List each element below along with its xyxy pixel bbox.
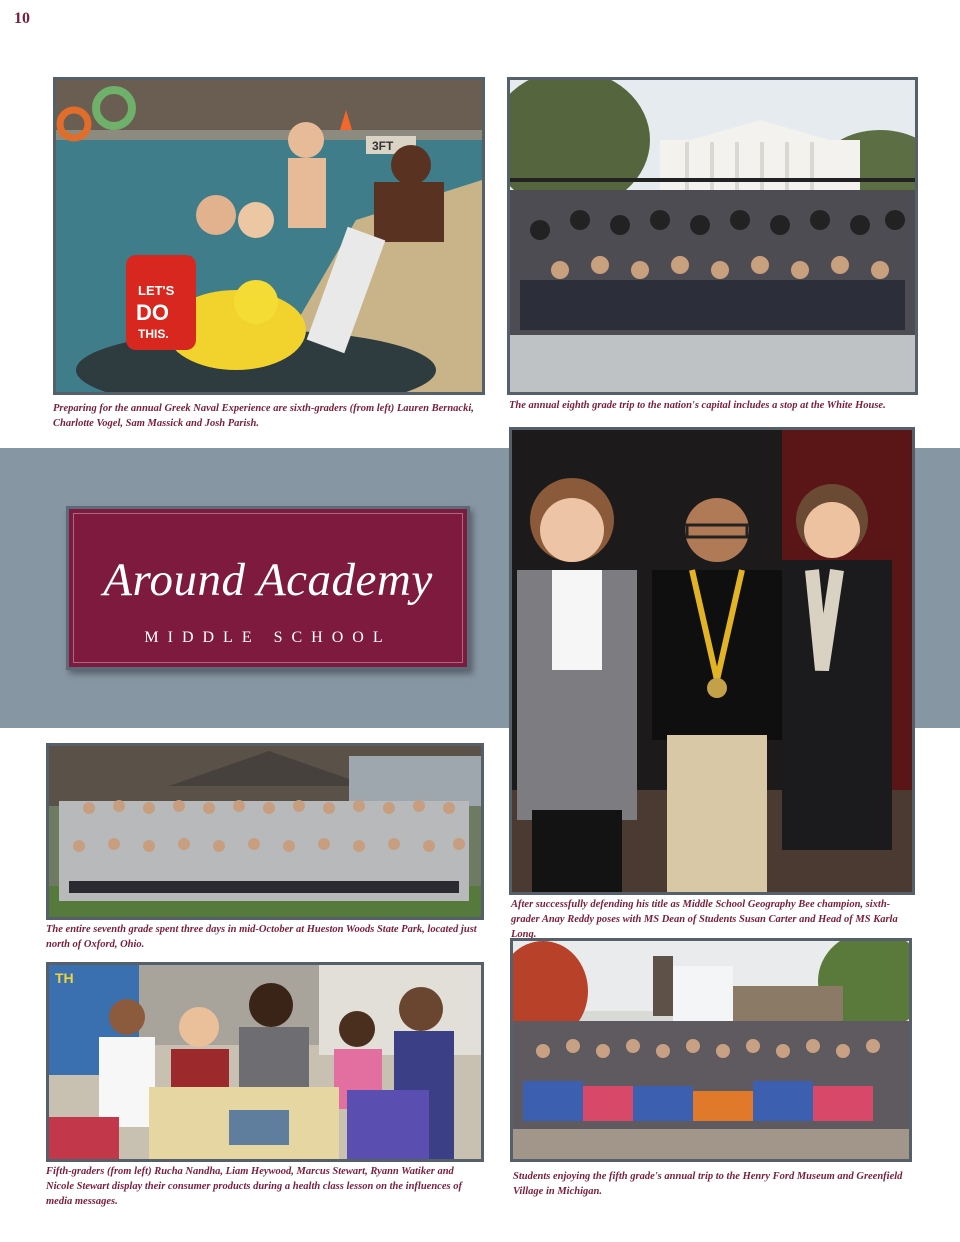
white-house-photo-caption: The annual eighth grade trip to the nation's capital includes a stop at the White House. [509, 400, 886, 411]
pool-boat-photo [53, 77, 485, 395]
seventh-grade-group-photo [46, 743, 484, 920]
seventh-grade-photo-caption: The entire seventh grade spent three days in mid-October at Hueston Woods State Park, located just north of Oxford, Ohio. [46, 924, 477, 950]
geography-bee-photo [509, 427, 915, 895]
bulletin-board-text: TH [55, 970, 74, 986]
section-title: Around Academy [103, 554, 433, 606]
pool-photo-caption: Preparing for the annual Greek Naval Experience are sixth-graders (from left) Lauren Bernacki, Charlotte Vogel, Sam Massick and Josh Parish. [53, 403, 474, 429]
henry-ford-museum-photo [510, 938, 912, 1162]
svg-text:LET'S: LET'S [138, 283, 175, 298]
henry-ford-photo-caption: Students enjoying the fifth grade's annual trip to the Henry Ford Museum and Greenfield Village in Michigan. [513, 1171, 903, 1197]
white-house-group-photo [507, 77, 918, 395]
consumer-products-photo [46, 962, 484, 1162]
svg-text:DO: DO [136, 300, 169, 325]
page-number: 10 [14, 10, 30, 27]
section-subtitle: MIDDLE SCHOOL [144, 629, 392, 646]
section-title-box [66, 506, 470, 670]
svg-text:THIS.: THIS. [138, 327, 169, 341]
pool-depth-sign: 3FT [372, 139, 394, 153]
geography-bee-photo-caption: After successfully defending his title as Middle School Geography Bee champion, sixth-grader Anay Reddy poses with MS Dean of Students Susan Carter and Head of MS Karla Long. [511, 899, 898, 940]
consumer-products-photo-caption: Fifth-graders (from left) Rucha Nandha, Liam Heywood, Marcus Stewart, Ryann Watiker and Nicole Stewart display their consumer products during a health class lesson on the influences of media messages. [46, 1166, 462, 1207]
